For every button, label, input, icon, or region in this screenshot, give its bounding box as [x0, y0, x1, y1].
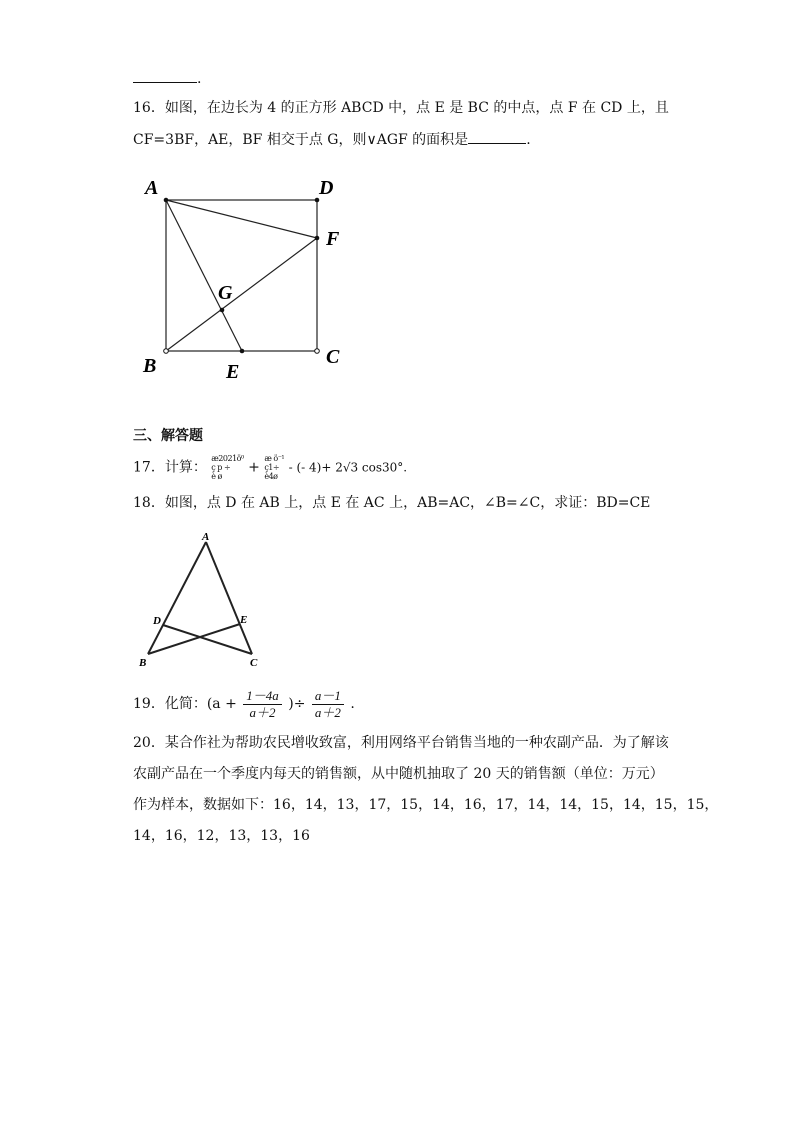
q16-line-2-text: CF=3BF，AE，BF 相交于点 G，则∨AGF 的面积是 — [133, 132, 469, 148]
period: . — [526, 132, 531, 148]
segment-af — [166, 200, 317, 238]
square-figure — [135, 170, 365, 385]
q17-term-2-bot: è4ø — [264, 472, 278, 481]
point-g — [220, 308, 225, 313]
period: . — [350, 696, 355, 712]
segment-ac — [206, 542, 252, 654]
label-e: E — [240, 614, 248, 626]
point-c — [315, 349, 320, 354]
q17-prefix: 17．计算： — [133, 459, 207, 476]
label-c: C — [326, 346, 340, 368]
q19-fraction-2 — [312, 688, 344, 721]
q19-divide: )÷ — [288, 696, 306, 712]
q18-line: 18．如图，点 D 在 AB 上，点 E 在 AC 上，AB=AC，∠B=∠C，求证：BD=CE — [133, 495, 651, 511]
answer-blank — [468, 129, 526, 144]
segment-ae — [166, 200, 242, 351]
label-e: E — [226, 361, 240, 383]
q19-line — [133, 684, 355, 724]
q17-term-1 — [211, 454, 243, 481]
square-abcd — [166, 200, 317, 351]
q20-line-1: 20．某合作社为帮助农民增收致富，利用网络平台销售当地的一种农副产品．为了解该 — [133, 735, 669, 751]
segment-bf — [166, 238, 317, 351]
label-c: C — [250, 657, 258, 669]
triangle-figure — [132, 526, 272, 672]
fraction-denominator: a＋2 — [314, 704, 341, 720]
q20-line-2: 农副产品在一个季度内每天的销售额，从中随机抽取了 20 天的销售额（单位：万元） — [133, 766, 664, 782]
point-e — [240, 349, 245, 354]
q16-line-2 — [133, 129, 531, 150]
q17-rest: - (- 4)+ 2√3 cos30°. — [288, 460, 408, 475]
q19-fraction-1 — [243, 688, 282, 721]
fraction-denominator: a＋2 — [249, 704, 276, 720]
label-a: A — [202, 531, 210, 543]
point-a — [164, 198, 169, 203]
label-b: B — [139, 657, 147, 669]
q20-line-4: 14，16，12，13，13，16 — [133, 828, 310, 844]
label-a: A — [145, 177, 159, 199]
q17-term-1-bot: è ø — [211, 472, 222, 481]
label-f: F — [326, 228, 340, 250]
point-b — [164, 349, 169, 354]
period: . — [197, 71, 202, 87]
label-d: D — [319, 177, 334, 199]
q17-term-2 — [264, 454, 284, 481]
label-g: G — [218, 282, 233, 304]
fraction-numerator: a－1 — [312, 688, 344, 705]
fraction-numerator: 1－4a — [243, 688, 282, 705]
q17-plus: + — [248, 459, 260, 476]
answer-blank — [133, 68, 197, 83]
q17-term-2-mid: ç1÷ — [264, 463, 280, 472]
q17-term-1-top: æ2021ö⁰ — [211, 454, 244, 463]
point-f — [315, 236, 320, 241]
q17-term-1-mid: ç p ÷ — [211, 463, 231, 472]
q20-line-3: 作为样本，数据如下：16，14，13，17，15，14，16，17，14，14，15，14，15，15， — [133, 797, 719, 813]
q17-line — [133, 454, 407, 481]
segment-dc — [163, 625, 252, 654]
q17-term-2-top: æ ö⁻¹ — [264, 454, 285, 463]
label-b: B — [143, 355, 157, 377]
q15-answer-blank-line — [133, 68, 201, 89]
label-d: D — [153, 615, 161, 627]
section-heading: 三、解答题 — [133, 428, 203, 444]
q19-prefix: 19．化简：(a + — [133, 696, 237, 712]
q16-line-1: 16．如图，在边长为 4 的正方形 ABCD 中，点 E 是 BC 的中点，点 F 在 CD 上，且 — [133, 100, 669, 116]
